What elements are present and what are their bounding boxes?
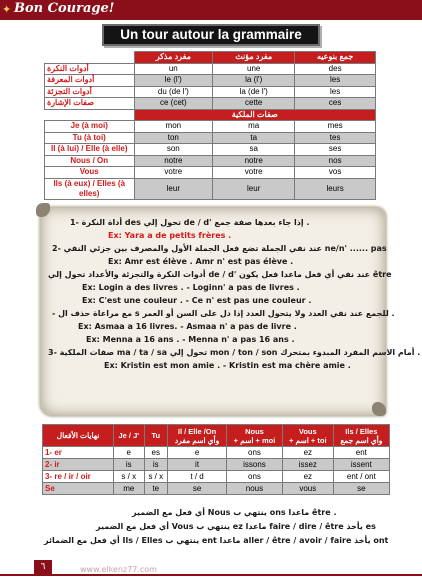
row-label: أدوات المعرفة (45, 75, 135, 87)
row-label: صفات الإشارة (45, 98, 135, 110)
row-label: 2- ir (43, 459, 114, 471)
header-cell: Je / J' (114, 425, 145, 447)
table-cell: issons (227, 459, 283, 471)
table-cell: mes (295, 121, 376, 133)
table-cell: nos (295, 155, 376, 167)
table-row (45, 132, 376, 144)
table-row (45, 86, 376, 98)
table-row (45, 63, 376, 75)
table-cell: tes (295, 132, 376, 144)
header-cell: مفرد مذكر (134, 52, 213, 64)
table-cell: s / x (144, 471, 168, 483)
note-line: Ex: Yara a de petits frères . (108, 231, 232, 240)
table-cell: le (l') (134, 75, 213, 87)
top-banner (0, 0, 422, 20)
note-line: - مع مراعاة حذف ال s للجمع عند نفي العدد ولا يتحول العدد إذا دل على السن أو العمر . (52, 309, 395, 318)
table-row (45, 98, 376, 110)
table-row (43, 483, 390, 495)
row-label: Tu (à toi) (45, 132, 135, 144)
table-cell: is (114, 459, 145, 471)
possessive-band: صفات الملكية (134, 109, 376, 121)
header-cell: Il / Elle /On وأي اسم مفرد (168, 425, 227, 447)
table-cell: notre (134, 155, 213, 167)
verb-endings-table (42, 424, 390, 495)
row-label: أدوات التجزئة (45, 86, 135, 98)
table-cell: leurs (295, 178, 376, 199)
bottom-rule: أي فعل مع الضمير Nous ينتهي ب ons ماعدا être . (132, 508, 337, 517)
header-cell: Vous + اسم + toi (282, 425, 333, 447)
table-header-row (45, 52, 376, 64)
table-cell: it (168, 459, 227, 471)
note-line: 2- عند نفي الجملة تضع فعل الجملة الأول والمصرف بين جزئي النفي ne/n' ...... pas (52, 244, 387, 253)
row-label: Il (à lui) / Elle (à elle) (45, 144, 135, 156)
table-cell: ces (295, 98, 376, 110)
table-cell: issez (282, 459, 333, 471)
table-cell: cette (213, 98, 295, 110)
table-cell: se (168, 483, 227, 495)
note-line: 1- أداة النكرة des تحول إلي de / d' إذا جاء بعدها صفة جمع . (70, 218, 310, 227)
note-line: Ex: Menna a 16 ans . - Menna n' a pas 16 ans . (86, 335, 295, 344)
note-line: Ex: Asmaa a 16 livres. - Asmaa n' a pas de livre . (78, 322, 297, 331)
table-row (45, 178, 376, 199)
table-cell: ez (282, 471, 333, 483)
articles-table (44, 51, 376, 200)
row-label: Se (43, 483, 114, 495)
table-cell: ses (295, 144, 376, 156)
table-cell: me (114, 483, 145, 495)
row-label: Vous (45, 167, 135, 179)
table-cell: la (l') (213, 75, 295, 87)
note-line: Ex: Login a des livres . - Loginn' a pas de livres . (82, 283, 300, 292)
banner-text: Bon Courage! (14, 1, 115, 16)
table-cell: ons (227, 447, 283, 459)
table-cell: te (144, 483, 168, 495)
row-label: 1- er (43, 447, 114, 459)
table-cell: vous (282, 483, 333, 495)
torn-corner (372, 402, 386, 416)
table-row (45, 144, 376, 156)
row-label: Je (à moi) (45, 121, 135, 133)
header-cell: Tu (144, 425, 168, 447)
table-row (45, 167, 376, 179)
table-cell: ton (134, 132, 213, 144)
note-line: Ex: C'est une couleur . - Ce n' est pas une couleur . (82, 296, 312, 305)
table-cell: leur (213, 178, 295, 199)
table-cell: t / d (168, 471, 227, 483)
table-cell: is (144, 459, 168, 471)
star-icon: ✦ (2, 3, 12, 16)
row-label: أدوات النكرة (45, 63, 135, 75)
table-cell: ons (227, 471, 283, 483)
header-cell: Ils / Elles وأي اسم جمع (333, 425, 389, 447)
table-cell: votre (134, 167, 213, 179)
row-label: Nous / On (45, 155, 135, 167)
note-line: Ex: Amr est élève . Amr n' est pas élève . (108, 257, 294, 266)
table-cell: du (de l') (134, 86, 213, 98)
table-cell: e (114, 447, 145, 459)
table-row (45, 155, 376, 167)
table-cell: ent / ont (333, 471, 389, 483)
table-cell: une (213, 63, 295, 75)
site-watermark: www.elkenz77.com (80, 565, 157, 574)
header-cell: جمع بنوعيه (295, 52, 376, 64)
header-cell: مفرد مؤنث (213, 52, 295, 64)
note-line: Ex: Kristin est mon amie . - Kristin est ma chère amie . (104, 361, 351, 370)
header-cell (45, 52, 135, 64)
table-cell: ent (333, 447, 389, 459)
table-cell: ta (213, 132, 295, 144)
table-cell: e (168, 447, 227, 459)
table-cell: leur (134, 178, 213, 199)
table-cell: son (134, 144, 213, 156)
page-number: ٦ (34, 560, 52, 574)
table-cell: un (134, 63, 213, 75)
table-row (43, 459, 390, 471)
note-line: أدوات النكرة والتجزئة والأعداد تحول إلي de / d' عند نفي أي فعل ماعدا فعل يكون être (48, 270, 392, 279)
bottom-rule: أي فعل مع الضمير Vous ينتهي ب ez ماعدا faire / dire / être يأخذ es (96, 522, 376, 531)
header-cell: نهايات الأفعال (43, 425, 114, 447)
header-cell: Nous + اسم + moi (227, 425, 283, 447)
table-cell: ma (213, 121, 295, 133)
bottom-rule: أي فعل مع الضمائر Ils / Elles ينتهي ب ent ماعدا aller / être / avoir / faire يأخذ ont (44, 536, 389, 545)
table-cell: des (295, 63, 376, 75)
table-cell: notre (213, 155, 295, 167)
table-cell: s / x (114, 471, 145, 483)
table-cell: ez (282, 447, 333, 459)
table-cell: les (295, 75, 376, 87)
table-cell: votre (213, 167, 295, 179)
table-cell: issent (333, 459, 389, 471)
table-row (45, 121, 376, 133)
table-cell: mon (134, 121, 213, 133)
table-row (43, 447, 390, 459)
table-cell: les (295, 86, 376, 98)
table-row (43, 471, 390, 483)
table-cell: vos (295, 167, 376, 179)
table-cell: nous (227, 483, 283, 495)
empty-cell (45, 109, 135, 121)
table-cell: es (144, 447, 168, 459)
band-row (45, 109, 376, 121)
table-cell: la (de l') (213, 86, 295, 98)
footer-line (0, 574, 422, 576)
page-title: Un tour autour la grammaire (102, 24, 320, 46)
table-header-row (43, 425, 390, 447)
table-row (45, 75, 376, 87)
table-cell: ce (cet) (134, 98, 213, 110)
table-cell: sa (213, 144, 295, 156)
table-cell: se (333, 483, 389, 495)
note-line: 3- صفات الملكية ma / ta / sa تحول إلي mon / ton / son أمام الاسم المفرد المبدوء بمتحرك . (48, 348, 421, 357)
row-label: Ils (à eux) / Elles (à elles) (45, 178, 135, 199)
row-label: 3- re / ir / oir (43, 471, 114, 483)
